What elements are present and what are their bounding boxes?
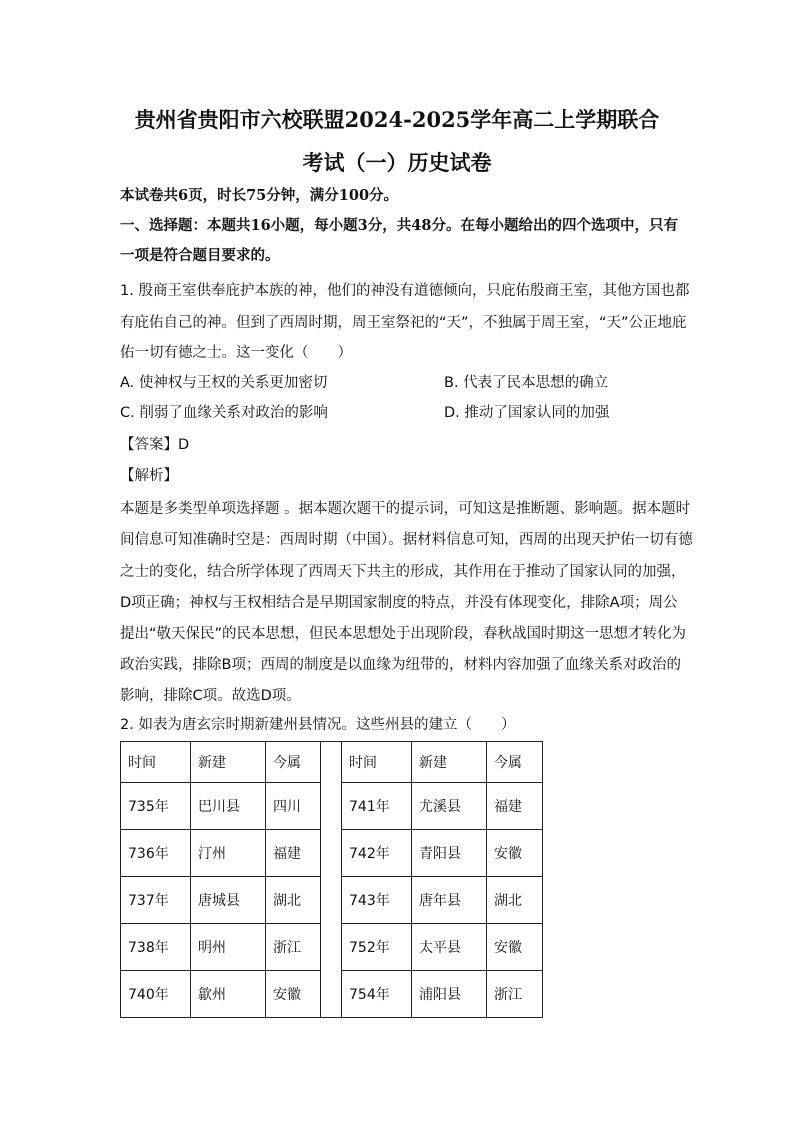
table-cell: 尤溪县 — [412, 783, 487, 830]
table-cell: 太平县 — [412, 924, 487, 971]
county-table — [120, 741, 543, 1018]
q2-stem: 2. 如表为唐玄宗时期新建州县情况。这些州县的建立（ ） — [120, 717, 516, 733]
q1-stem-line-1: 1. 殷商王室供奉庇护本族的神，他们的神没有道德倾向，只庇佑殷商王室，其他方国也都 — [120, 283, 690, 299]
q1-stem-line-2: 有庇佑自己的神。但到了西周时期，周王室祭祀的“天”，不独属于周王室，“天”公正地庇 — [120, 315, 687, 331]
table-cell: 明州 — [191, 924, 266, 971]
table-cell: 737年 — [121, 877, 191, 924]
table-cell: 738年 — [121, 924, 191, 971]
table-header-cell: 新建 — [191, 742, 266, 783]
table-cell: 754年 — [342, 971, 412, 1018]
table-cell: 四川 — [266, 783, 321, 830]
table-header-row — [121, 742, 543, 783]
q1-analysis-line-6: 政治实践，排除B项；西周的制度是以血缘为纽带的，材料内容加强了血缘关系对政治的 — [120, 657, 681, 673]
table-cell: 740年 — [121, 971, 191, 1018]
table-cell: 743年 — [342, 877, 412, 924]
table-header-cell: 时间 — [121, 742, 191, 783]
q1-analysis-line-2: 间信息可知准确时空是：西周时期（中国）。据材料信息可知，西周的出现天护佑一切有德 — [120, 532, 693, 548]
q1-option-a: A. 使神权与王权的关系更加密切 — [120, 375, 328, 391]
exam-intro: 本试卷共6页，时长75分钟，满分100分。 — [120, 187, 399, 204]
q1-option-d: D. 推动了国家认同的加强 — [444, 405, 610, 421]
q1-analysis-line-5: 提出“敬天保民”的民本思想，但民本思想处于出现阶段，春秋战国时期这一思想才转化为 — [120, 626, 687, 642]
table-cell: 湖北 — [487, 877, 543, 924]
table-cell: 汀州 — [191, 830, 266, 877]
table-cell: 歙州 — [191, 971, 266, 1018]
table-cell: 742年 — [342, 830, 412, 877]
table-cell: 福建 — [266, 830, 321, 877]
q1-analysis-line-3: 之士的变化，结合所学体现了西周天下共主的形成，其作用在于推动了国家认同的加强， — [120, 564, 686, 580]
table-cell: 安徽 — [487, 924, 543, 971]
exam-title-line-2: 考试（一）历史试卷 — [302, 150, 492, 175]
table-cell: 唐城县 — [191, 877, 266, 924]
table-cell: 湖北 — [266, 877, 321, 924]
table-cell: 浙江 — [266, 924, 321, 971]
table-cell: 安徽 — [487, 830, 543, 877]
table-cell: 736年 — [121, 830, 191, 877]
q1-analysis-label: 【解析】 — [120, 468, 178, 484]
table-header-cell: 时间 — [342, 742, 412, 783]
table-cell: 浦阳县 — [412, 971, 487, 1018]
exam-title-line-1: 贵州省贵阳市六校联盟2024-2025学年高二上学期联合 — [134, 107, 660, 132]
table-cell: 青阳县 — [412, 830, 487, 877]
q1-stem-line-3: 佑一切有德之士。这一变化（ ） — [120, 345, 352, 361]
q1-analysis-line-1: 本题是多类型单项选择题 。据本题次题干的提示词，可知这是推断题、影响题。据本题时 — [120, 501, 691, 517]
q1-option-b: B. 代表了民本思想的确立 — [444, 375, 609, 391]
table-cell: 741年 — [342, 783, 412, 830]
table-cell: 巴川县 — [191, 783, 266, 830]
table-cell: 735年 — [121, 783, 191, 830]
table-cell: 安徽 — [266, 971, 321, 1018]
q1-analysis-line-7: 影响，排除C项。故选D项。 — [120, 688, 301, 704]
table-header-cell: 今属 — [266, 742, 321, 783]
table-cell: 福建 — [487, 783, 543, 830]
section-heading-line-2: 一项是符合题目要求的。 — [120, 247, 280, 264]
q1-analysis-line-4: D项正确；神权与王权相结合是早期国家制度的特点，并没有体现变化，排除A项；周公 — [120, 595, 678, 611]
table-cell: 唐年县 — [412, 877, 487, 924]
table-header-cell: 今属 — [487, 742, 543, 783]
table-separator-column — [321, 742, 342, 1018]
section-heading-line-1: 一、选择题：本题共16小题，每小题3分，共48分。在每小题给出的四个选项中，只有 — [120, 217, 678, 234]
q1-option-c: C. 削弱了血缘关系对政治的影响 — [120, 405, 328, 421]
table-cell: 752年 — [342, 924, 412, 971]
table-header-cell: 新建 — [412, 742, 487, 783]
table-cell: 浙江 — [487, 971, 543, 1018]
q1-answer: 【答案】D — [120, 437, 190, 453]
